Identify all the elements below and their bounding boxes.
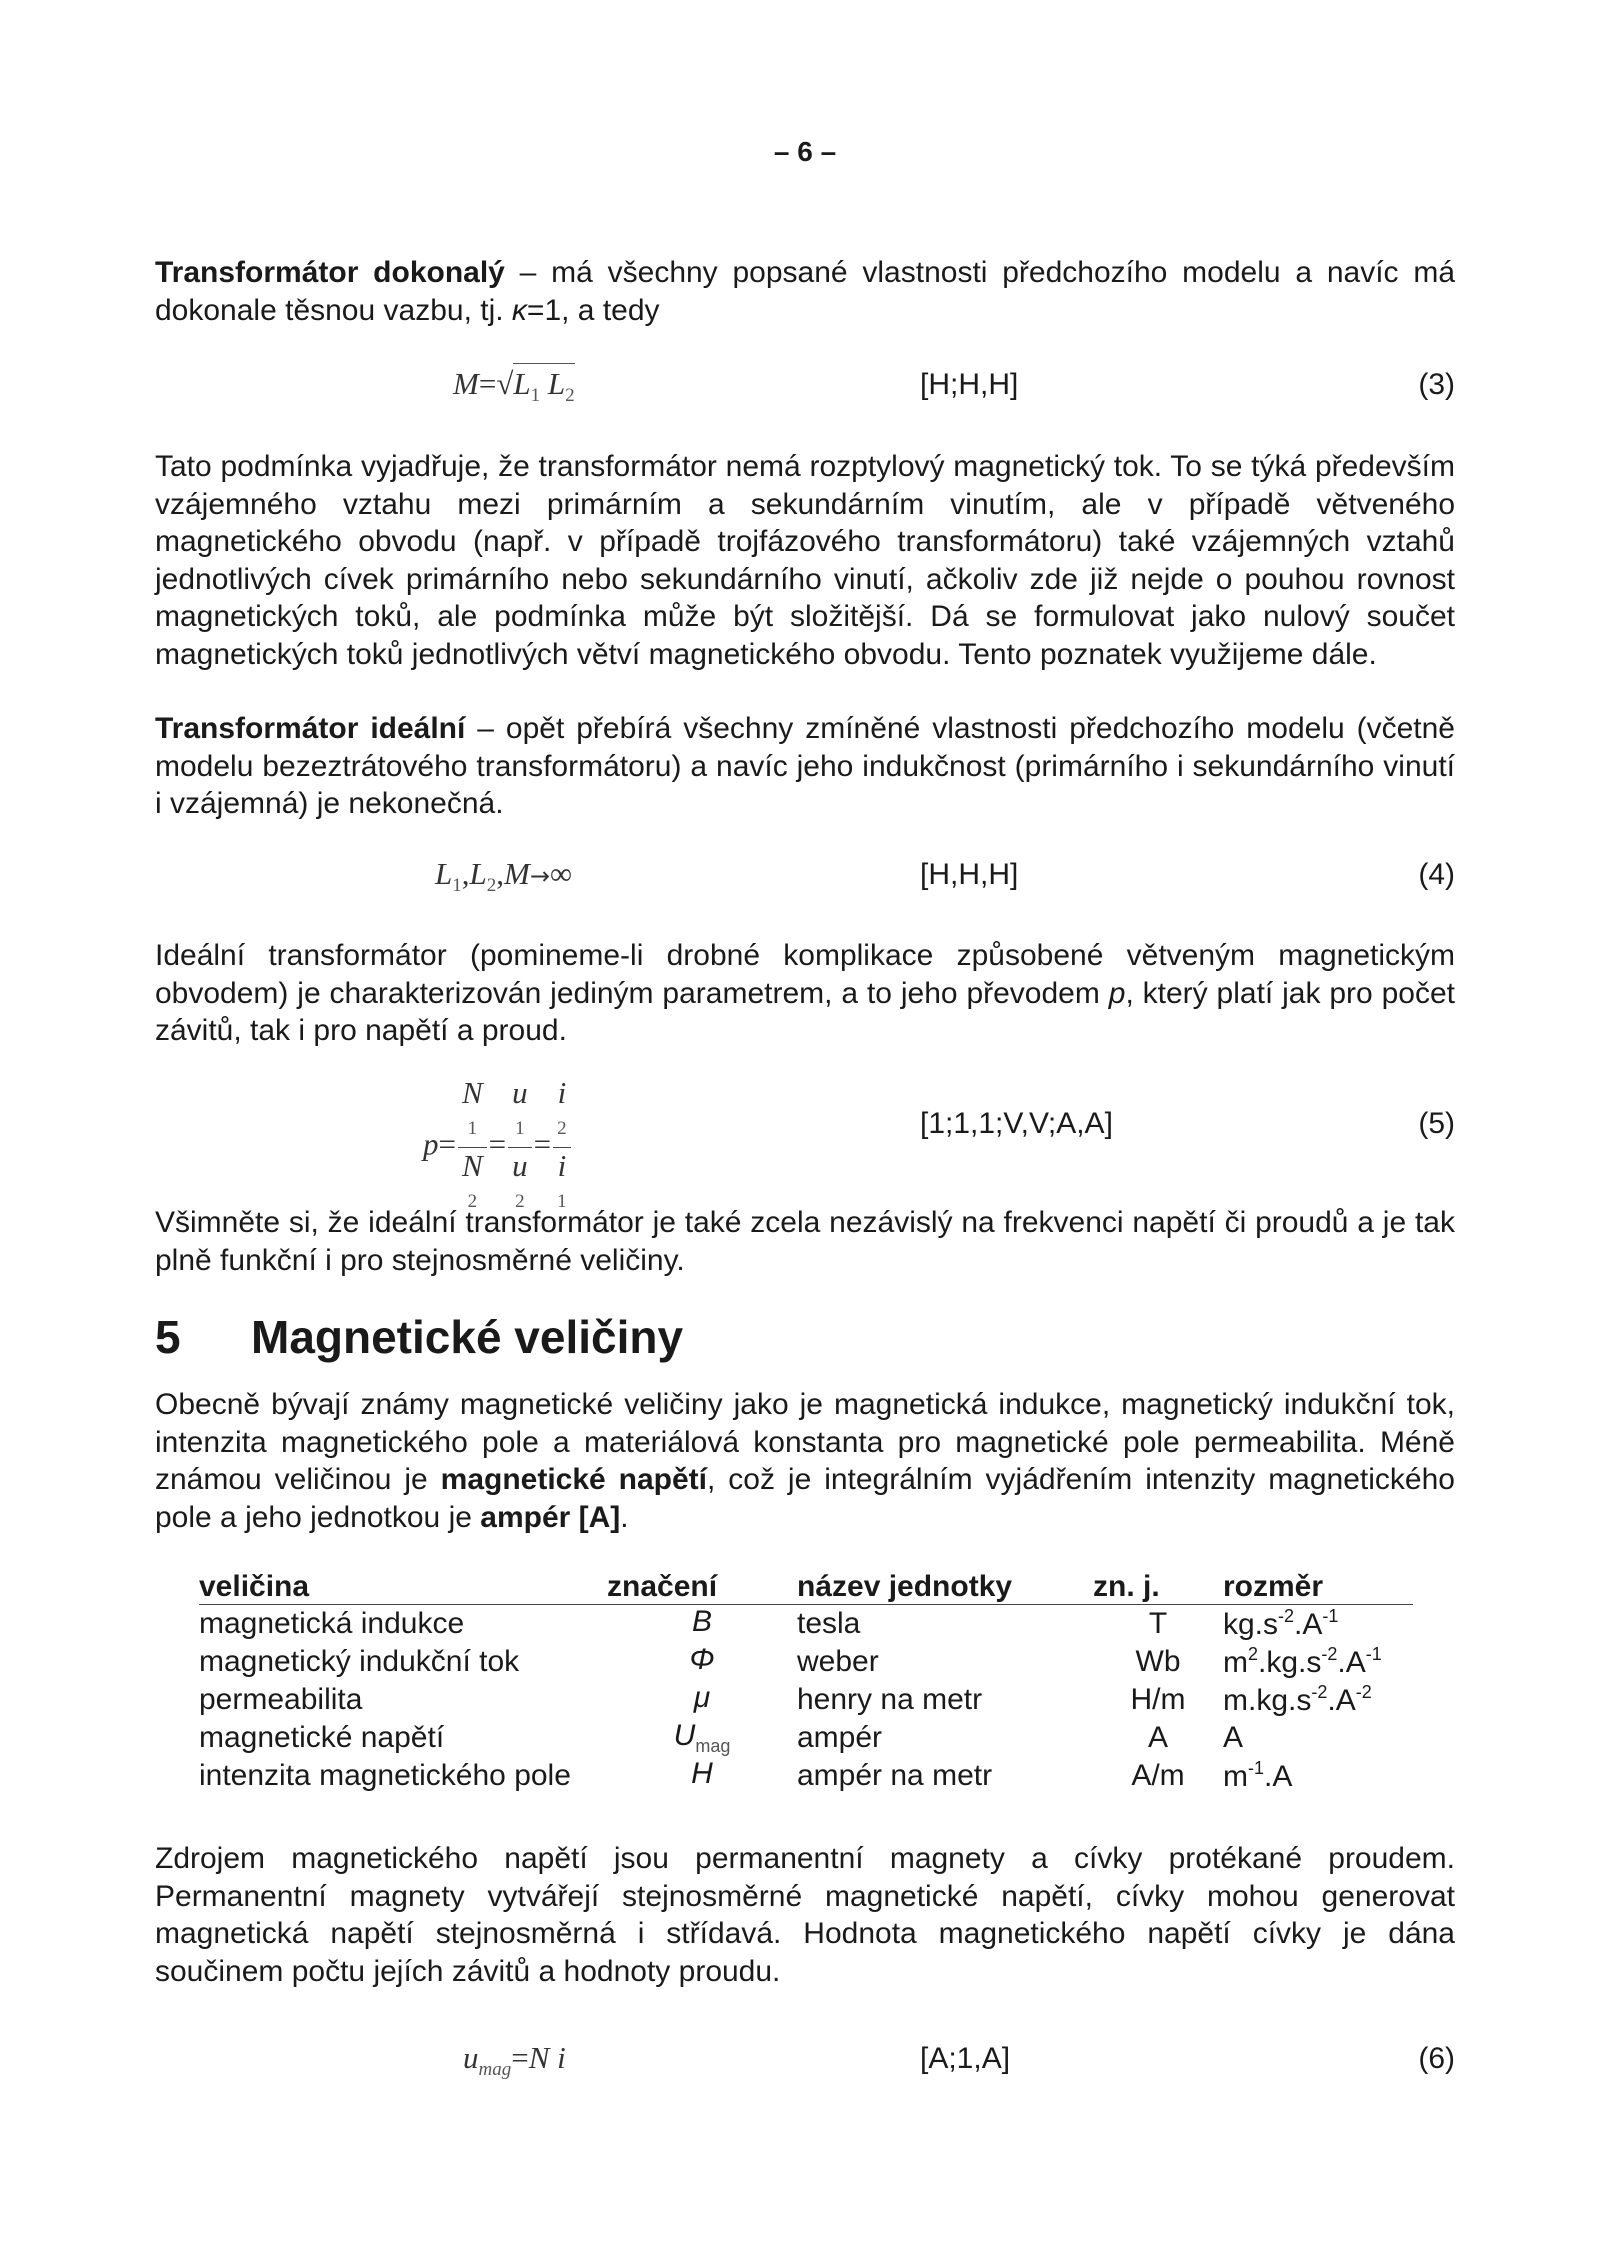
- table-row: [199, 1757, 1413, 1795]
- table-row: [199, 1719, 1413, 1757]
- equation-6-units: [A;1,A]: [920, 2042, 1011, 2075]
- equation-4-units: [H,H,H]: [920, 858, 1019, 891]
- table-row: [199, 1643, 1413, 1681]
- cell-dimension: $m^2.kg.s^{-2}.A^{-1}$: [1223, 1644, 1382, 1679]
- paragraph-transfer-ratio: Ideální transformátor (pomineme-li drobné komplikace způsobené větveným magnetickým obvodem) je charakterizován jediným parametrem, a to jeho převodem p, který platí jak pro počet závitů, tak i pro napětí a proud.: [155, 939, 1456, 1047]
- cell-unit-name: tesla: [797, 1607, 861, 1640]
- equation-6-number: (6): [1418, 2042, 1455, 2075]
- cell-unit-name: ampér: [797, 1721, 883, 1754]
- cell-unit-abbr: A: [1147, 1721, 1168, 1754]
- paragraph-magnetic-quantities: Obecně bývají známy magnetické veličiny jako je magnetická indukce, magnetický indukční tok, intenzita magnetického pole a materiálová konstanta pro magnetické pole permeabilita. Méně známou veličinou je magnetické napětí, což je integrálním vyjádřením intenzity magnetického pole a jeho jednotkou je ampér [A].: [155, 1388, 1455, 1534]
- cell-unit-abbr: Wb: [1135, 1645, 1181, 1678]
- equation-3-formula: $M=√L_1$ $L_2$: [453, 366, 575, 407]
- cell-quantity: intenzita magnetického pole: [199, 1759, 571, 1792]
- equation-6: [155, 2036, 1455, 2116]
- table-row: [199, 1605, 1413, 1644]
- term-ampere: ampér [A]: [480, 1500, 621, 1534]
- cell-unit-name: weber: [797, 1645, 879, 1678]
- paragraph-leakage-flux: Tato podmínka vyjadřuje, že transformátor nemá rozptylový magnetický tok. To se týká především vzájemného vztahu mezi primárním a sekundárním vinutím, ale v případě větveného magnetického obvodu (např. v případě trojfázového transformátoru) také vzájemných vztahů jednotlivých cívek primárního nebo sekundárního vinutí, ačkoliv zde již nejde o pouhou rovnost magnetických toků, ale podmínka může být složitější. Dá se formulovat jako nulový součet magnetických toků jednotlivých větví magnetického obvodu. Tento poznatek využijeme dále.: [155, 450, 1455, 671]
- cell-dimension: $m.kg.s^{-2}.A^{-2}$: [1223, 1682, 1372, 1717]
- cell-symbol: H: [691, 1757, 713, 1790]
- header-quantity: veličina: [199, 1570, 607, 1605]
- cell-dimension: $m^{-1}.A$: [1223, 1758, 1293, 1793]
- cell-symbol: B: [691, 1605, 712, 1638]
- header-unit-name: název jednotky: [797, 1570, 1093, 1605]
- cell-unit-abbr: A/m: [1131, 1759, 1185, 1792]
- equation-5-formula: p= N 1 N 2 = u 1 u 2 = i 2 i 1: [423, 1075, 573, 1220]
- paragraph-ideal-transformer: Transformátor ideální – opět přebírá všechny zmíněné vlastnosti předchozího modelu (včetně modelu bezeztrátového transformátoru) a navíc jeho indukčnost (primárního i sekundárního vinutí i vzájemná) je nekonečná.: [155, 712, 1455, 820]
- header-dimension: rozměr: [1223, 1570, 1413, 1605]
- cell-unit-name: ampér na metr: [797, 1759, 993, 1792]
- table-row: [199, 1681, 1413, 1719]
- cell-quantity: magnetické napětí: [199, 1721, 445, 1754]
- magnetic-quantities-table: [199, 1570, 1413, 1795]
- equation-4-number: (4): [1418, 858, 1455, 891]
- equation-4-formula: $L_1,L_2,M\to\infty$: [435, 856, 573, 896]
- section-title: Magnetické veličiny: [251, 1311, 684, 1363]
- cell-unit-abbr: T: [1148, 1607, 1168, 1640]
- header-symbol: značení: [607, 1570, 797, 1605]
- paragraph-frequency-independence: Všimněte si, že ideální transformátor je také zcela nezávislý na frekvenci napětí či proudů a je tak plně funkční i pro stejnosměrné veličiny.: [155, 1206, 1455, 1277]
- cell-dimension: $kg.s^{-2}.A^{-1}$: [1223, 1606, 1339, 1641]
- equation-3: [155, 362, 1455, 442]
- page-number: – 6 –: [773, 136, 837, 167]
- cell-symbol: $U_{mag}$: [673, 1719, 731, 1756]
- equation-4: [155, 854, 1455, 934]
- cell-unit-abbr: H/m: [1130, 1683, 1186, 1716]
- term-magnetic-voltage: magnetické napětí: [440, 1463, 707, 1496]
- cell-quantity: permeabilita: [199, 1683, 363, 1716]
- equation-6-formula: $u_{mag}=N$ i: [463, 2040, 566, 2080]
- cell-unit-name: henry na metr: [797, 1683, 983, 1716]
- equation-3-units: [H;H,H]: [920, 368, 1019, 401]
- cell-quantity: magnetický indukční tok: [199, 1645, 520, 1678]
- cell-quantity: magnetická indukce: [199, 1607, 465, 1640]
- equation-3-number: (3): [1418, 368, 1455, 401]
- term-ideal-transformer: Transformátor ideální: [155, 712, 466, 745]
- section-number: 5: [155, 1311, 181, 1363]
- header-unit-abbr: zn. j.: [1093, 1570, 1223, 1605]
- cell-symbol: μ: [693, 1681, 711, 1714]
- equation-5: [155, 1075, 1455, 1212]
- paragraph-magnetic-voltage-source: Zdrojem magnetického napětí jsou permanentní magnety a cívky protékané proudem. Permanentní magnety vytvářejí stejnosměrné magnetické napětí, cívky mohou generovat magnetická napětí stejnosměrná i střídavá. Hodnota magnetického napětí cívky je dána součinem počtu jejích závitů a hodnoty proudu.: [155, 1842, 1455, 1988]
- table-header-row: [199, 1570, 1413, 1605]
- term-perfect-transformer: Transformátor dokonalý: [155, 256, 505, 289]
- cell-dimension: A: [1223, 1721, 1244, 1754]
- equation-5-number: (5): [1418, 1107, 1455, 1140]
- section-heading: [155, 1310, 683, 1364]
- paragraph-perfect-transformer: Transformátor dokonalý – má všechny popsané vlastnosti předchozího modelu a navíc má dokonale těsnou vazbu, tj. κ=1, a tedy: [155, 256, 1456, 327]
- cell-symbol: Φ: [689, 1643, 715, 1676]
- equation-5-units: [1;1,1;V,V;A,A]: [920, 1107, 1113, 1140]
